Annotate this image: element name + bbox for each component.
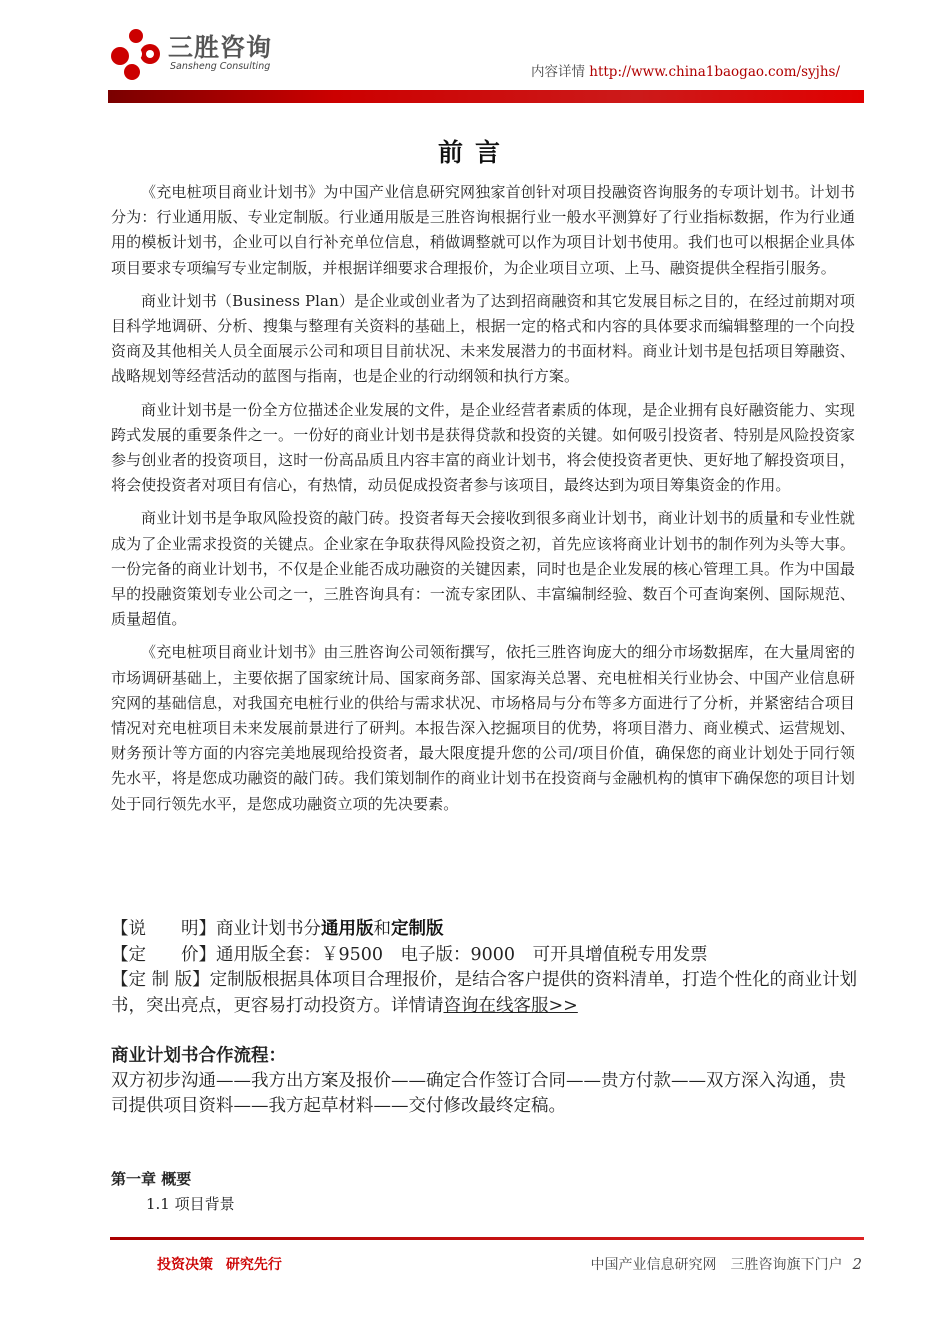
footer-slogan: 投资决策 研究先行 <box>157 1257 282 1273</box>
paragraph: 商业计划书是一份全方位描述企业发展的文件，是企业经营者素质的体现，是企业拥有良好融资能力、实现跨式发展的重要条件之一。一份好的商业计划书是获得贷款和投资的关键。如何吸引投资者、特别是风险投资家参与创业者的投资项目，这时一份高品质且内容丰富的商业计划书，将会使投资者更快、更好地了解投资项目，将会使投资者对项目有信心，有热情，动员促成投资者参与该项目，最终达到为项目筹集资金的作用。 <box>111 400 855 495</box>
pricing-info <box>111 917 861 1019</box>
cooperation-flow <box>111 1044 861 1119</box>
page-header <box>108 24 864 104</box>
flow-title: 商业计划书合作流程： <box>111 1046 286 1066</box>
explain-and: 和 <box>373 919 391 939</box>
header-detail-link[interactable] <box>531 60 840 80</box>
paragraph: 商业计划书（Business Plan）是企业或创业者为了达到招商融资和其它发展目标之目的，在经过前期对项目科学地调研、分析、搜集与整理有关资料的基础上，根据一定的格式和内容的具体要求而编辑整理的一个向投资商及其他相关人员全面展示公司和项目目前状况、未来发展潜力的书面材料。商业计划书是包括项目筹融资、战略规划等经营活动的蓝图与指南，也是企业的行动纲领和执行方案。 <box>111 291 855 386</box>
header-link-url[interactable]: http://www.china1baogao.com/syjhs/ <box>589 64 840 80</box>
toc-chapter[interactable]: 第一章 概要 <box>111 1170 192 1188</box>
header-link-label: 内容详情 <box>530 64 585 80</box>
custom-edition-label: 定制版 <box>391 919 444 939</box>
footer-divider <box>110 1237 864 1240</box>
page-title: 前言 <box>437 138 512 167</box>
explain-label: 【说 明】 <box>111 919 216 939</box>
logo-name-cn: 三胜咨询 <box>168 33 273 62</box>
header-divider <box>108 90 864 103</box>
custom-line <box>111 968 861 1019</box>
preface-body <box>111 180 855 825</box>
price-text: 通用版全套：￥9500 电子版：9000 可开具增值税专用发票 <box>216 944 708 965</box>
custom-text: 定制版根据具体项目合理报价，是结合客户提供的资料清单，打造个性化的商业计划书，突出亮点，更容易打动投资方。详情请 <box>111 970 858 1016</box>
company-logo[interactable] <box>108 24 408 84</box>
logo-name-en: Sansheng Consulting <box>170 61 271 72</box>
online-service-link[interactable]: 咨询在线客服>> <box>443 995 578 1016</box>
footer-site-info <box>590 1254 862 1274</box>
paragraph: 《充电桩项目商业计划书》由三胜咨询公司领衔撰写，依托三胜咨询庞大的细分市场数据库，在大量周密的市场调研基础上，主要依据了国家统计局、国家商务部、国家海关总署、充电桩相关行业协会、中国产业信息研究网的基础信息，对我国充电桩行业的供给与需求状况、市场格局与分布等多方面进行了分析，并紧密结合项目情况对充电桩项目未来发展前景进行了研判。本报告深入挖掘项目的优势，将项目潜力、商业模式、运营规划、财务预计等方面的内容完美地展现给投资者，最大限度提升您的公司/项目价值，确保您的商业计划处于同行领先水平，将是您成功融资的敲门砖。我们策划制作的商业计划书在投资商与金融机构的慎审下确保您的项目计划处于同行领先水平，是您成功融资立项的先决要素。 <box>111 643 855 813</box>
custom-label: 【定 制 版】 <box>111 970 210 990</box>
explain-line <box>111 917 861 943</box>
explain-text: 商业计划书分 <box>216 919 321 939</box>
general-edition-label: 通用版 <box>321 919 374 939</box>
price-line <box>111 943 861 969</box>
price-label: 【定 价】 <box>111 944 216 965</box>
page-number: 2 <box>852 1255 862 1273</box>
flow-text: 双方初步沟通——我方出方案及报价——确定合作签订合同——贵方付款——双方深入沟通，贵司提供项目资料——我方起草材料——交付修改最终定稿。 <box>111 1071 846 1116</box>
paragraph: 商业计划书是争取风险投资的敲门砖。投资者每天会接收到很多商业计划书，商业计划书的质量和专业性就成为了企业需求投资的关键点。企业家在争取获得风险投资之初，首先应该将商业计划书的制作列为头等大事。一份完备的商业计划书，不仅是企业能否成功融资的关键因素，同时也是企业发展的核心管理工具。作为中国最早的投融资策划专业公司之一，三胜咨询具有：一流专家团队、丰富编制经验、数百个可查询案例、国际规范、质量超值。 <box>111 509 855 629</box>
sansheng-logo-icon <box>108 26 164 82</box>
paragraph: 《充电桩项目商业计划书》为中国产业信息研究网独家首创针对项目投融资咨询服务的专项计划书。计划书分为：行业通用版、专业定制版。行业通用版是三胜咨询根据行业一般水平测算好了行业指标数据，作为行业通用的模板计划书，企业可以自行补充单位信息，稍做调整就可以作为项目计划书使用。我们也可以根据企业具体项目要求专项编写专业定制版，并根据详细要求合理报价，为企业项目立项、上马、融资提供全程指引服务。 <box>111 183 855 277</box>
footer-site: 中国产业信息研究网 三胜咨询旗下门户 <box>590 1257 843 1273</box>
toc-section[interactable]: 1.1 项目背景 <box>146 1195 235 1213</box>
